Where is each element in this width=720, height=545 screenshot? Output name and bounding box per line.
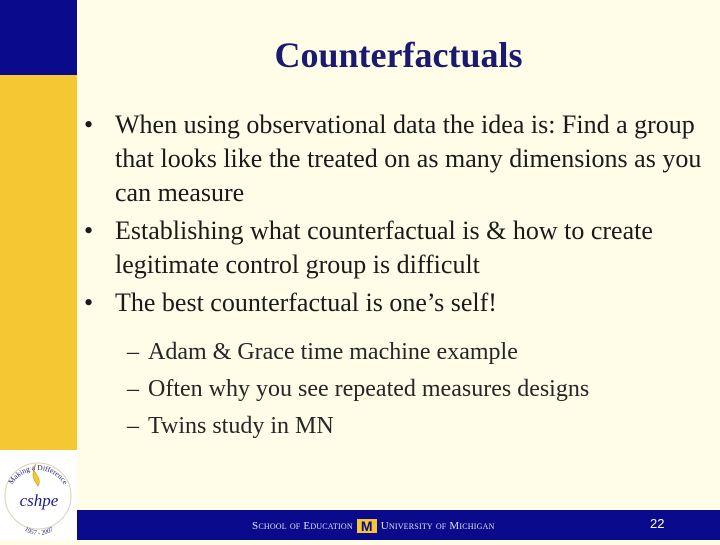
cshpe-logo bbox=[0, 450, 77, 540]
slide-title: Counterfactuals bbox=[274, 35, 523, 75]
bullet-item bbox=[84, 286, 709, 320]
page-number: 22 bbox=[650, 516, 665, 531]
sub-bullet-item bbox=[127, 334, 589, 371]
sub-bullet-item bbox=[127, 371, 589, 408]
sub-bullet-dash: – bbox=[127, 376, 139, 402]
logo-ring-text: Making a Difference bbox=[6, 462, 70, 486]
sub-bullet-list bbox=[127, 334, 589, 445]
sub-bullet-text: Twins study in MN bbox=[148, 413, 334, 439]
footer-bar bbox=[77, 510, 720, 540]
sub-bullet-dash: – bbox=[127, 413, 139, 439]
sub-bullet-text: Adam & Grace time machine example bbox=[148, 339, 518, 365]
bullet-dot: • bbox=[84, 110, 94, 139]
footer-school: School of Education bbox=[252, 520, 353, 532]
bullet-text: When using observational data the idea is: Find a group that looks like the treated on as many dimensions as you can measure bbox=[115, 110, 702, 207]
bullet-list bbox=[84, 108, 709, 324]
bullet-text: The best counterfactual is one’s self! bbox=[115, 288, 497, 317]
bullet-item bbox=[84, 108, 709, 210]
svg-text:1957 - 2007 bbox=[23, 526, 55, 537]
block-m-logo: M bbox=[357, 519, 377, 533]
bullet-text: Establishing what counterfactual is & how to create legitimate control group is difficult bbox=[115, 216, 653, 279]
footer-institution bbox=[252, 519, 495, 533]
cshpe-logo-graphic bbox=[0, 450, 77, 540]
bullet-dot: • bbox=[84, 216, 94, 245]
sub-bullet-text: Often why you see repeated measures designs bbox=[148, 376, 590, 402]
sidebar-gold-band bbox=[0, 75, 77, 450]
logo-wordmark: cshpe bbox=[19, 491, 59, 510]
sub-bullet-item bbox=[127, 408, 589, 445]
bullet-dot: • bbox=[84, 288, 94, 317]
bullet-item bbox=[84, 214, 709, 282]
footer-university: University of Michigan bbox=[380, 520, 495, 532]
sidebar-navy-block bbox=[0, 0, 77, 75]
sub-bullet-dash: – bbox=[127, 339, 139, 365]
logo-years: 1957 - 2007 bbox=[23, 525, 55, 537]
